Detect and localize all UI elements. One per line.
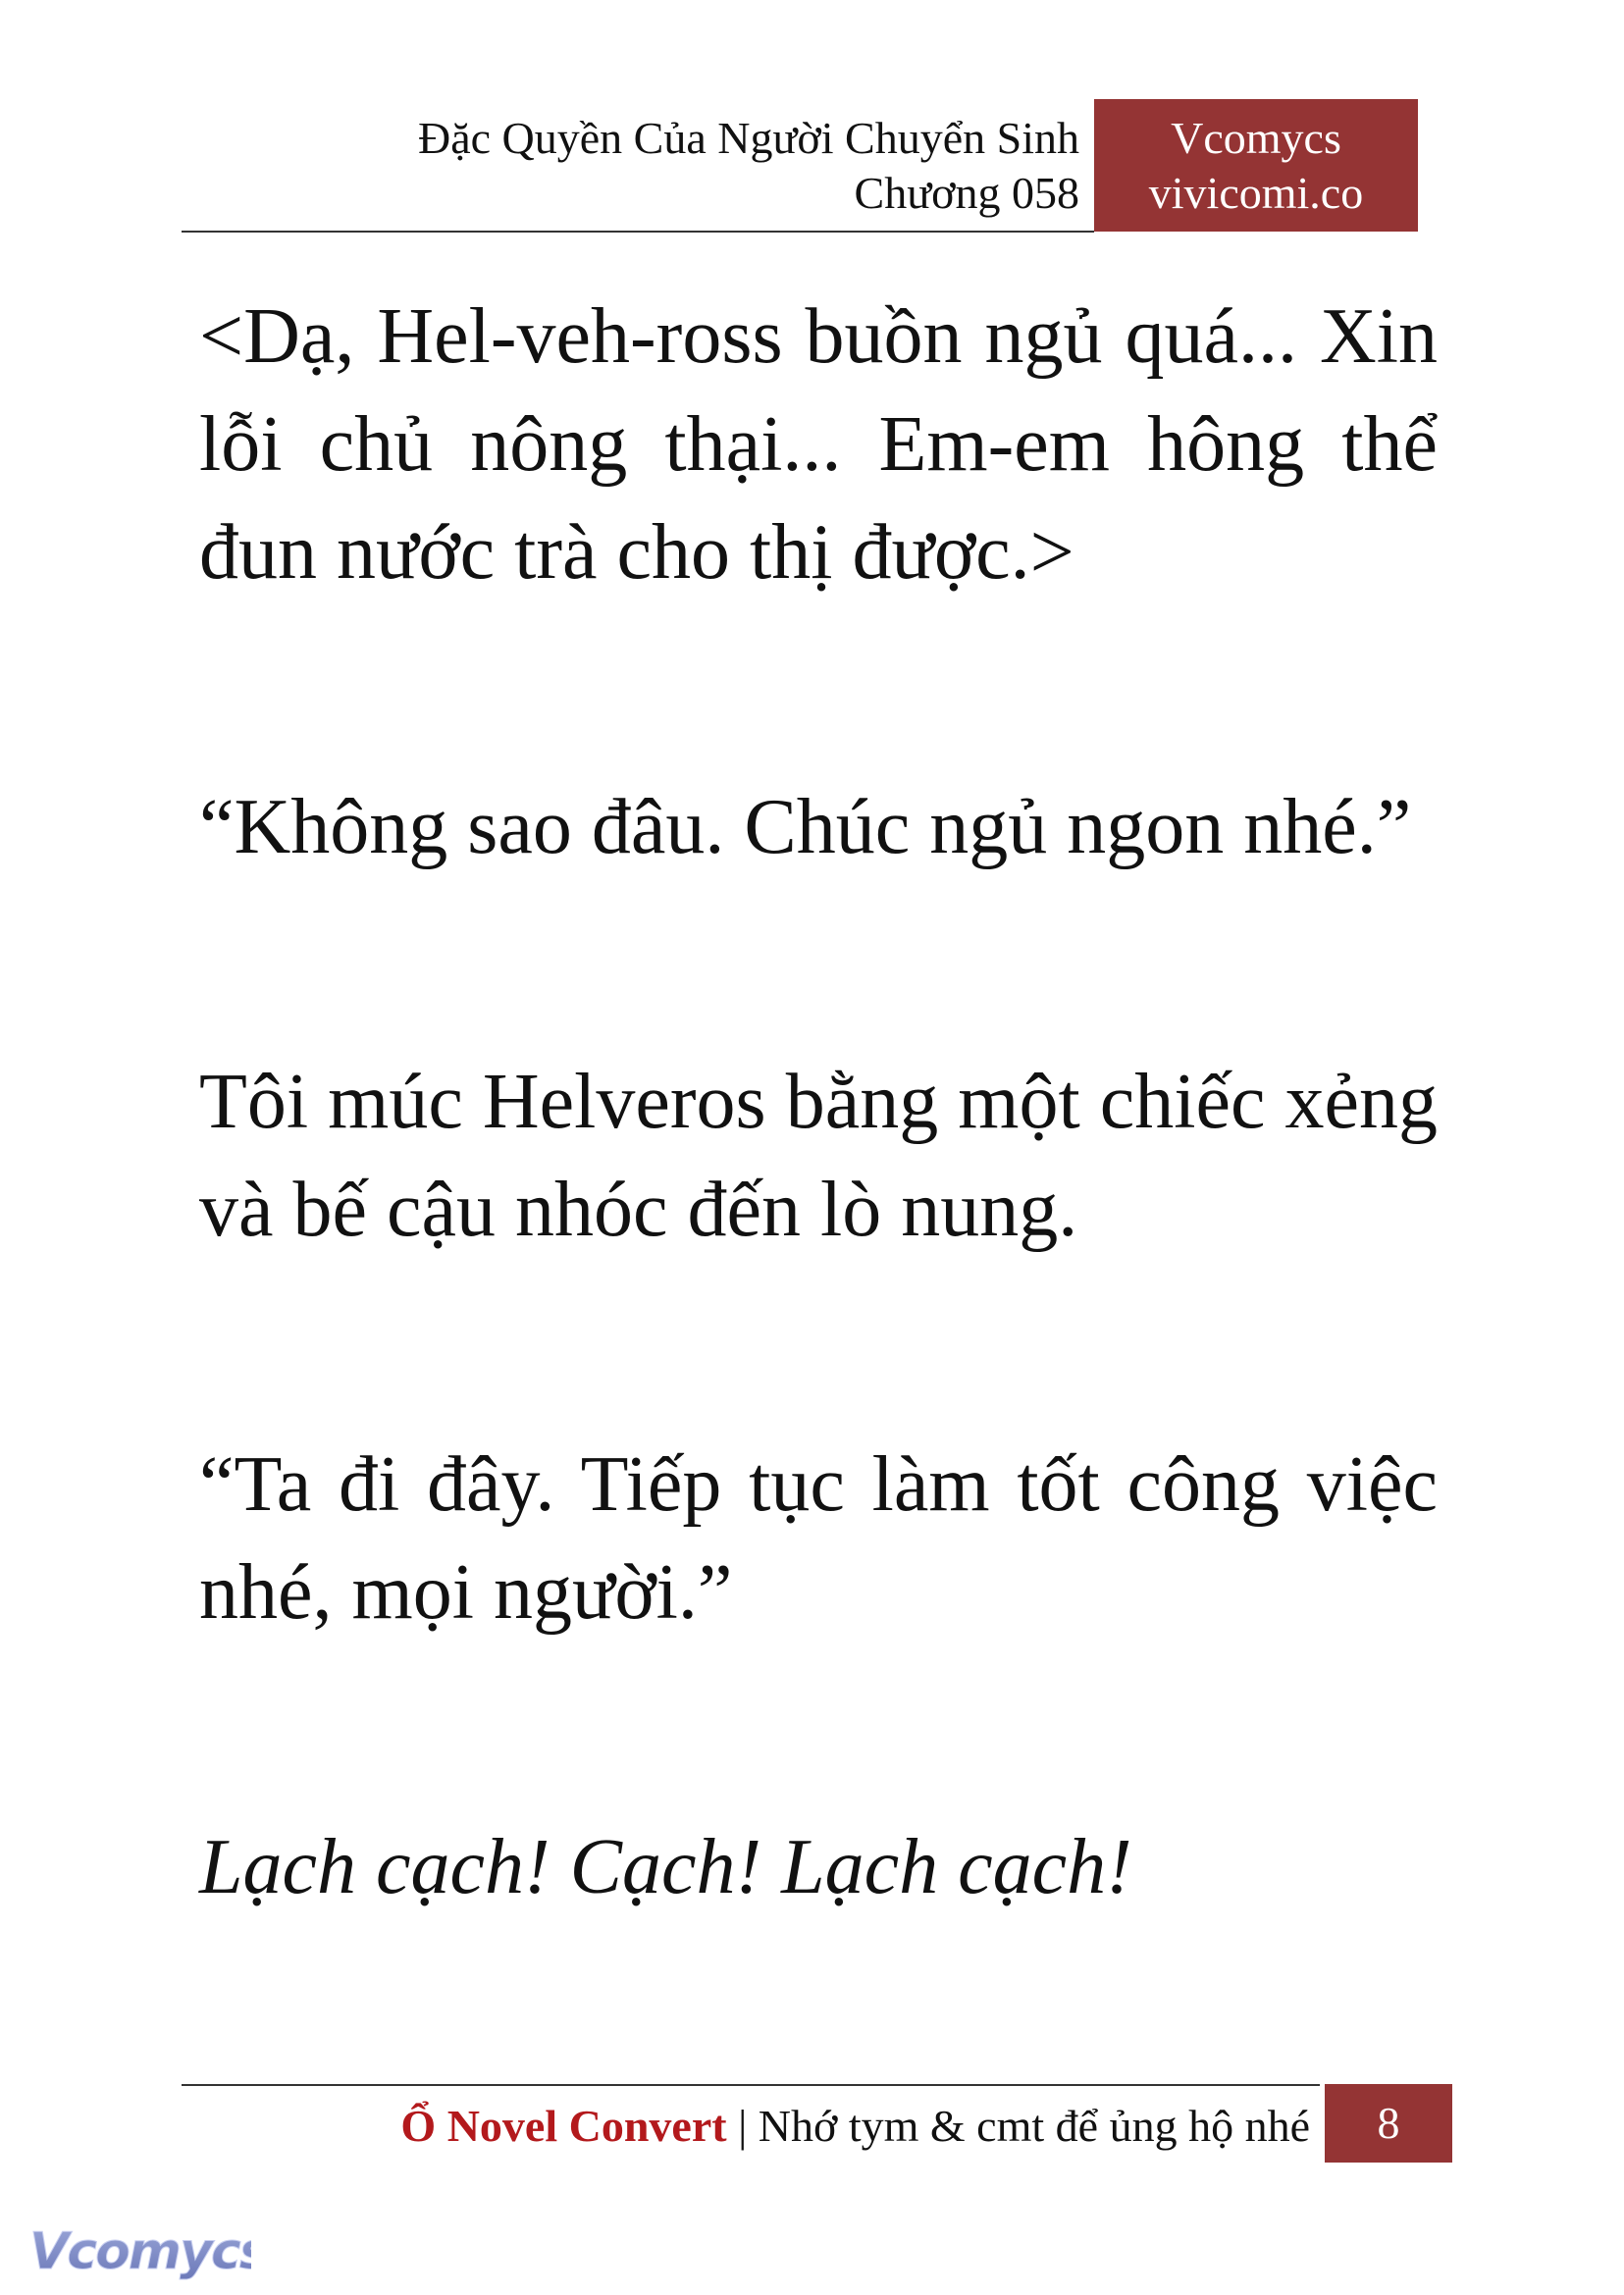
- page-number: 8: [1325, 2084, 1452, 2163]
- footer-brand: Ổ Novel Convert: [400, 2101, 727, 2151]
- header-titles: [418, 111, 1079, 221]
- chapter-label: Chương 058: [854, 168, 1079, 218]
- paragraph-3: Tôi múc Helveros bằng một chiếc xẻng và bế cậu nhóc đến lò nung.: [199, 1059, 1438, 1253]
- footer-separator: |: [738, 2101, 748, 2151]
- paragraph-5-sound-effect: Lạch cạch! Cạch! Lạch cạch!: [199, 1824, 1132, 1910]
- chapter-body: [199, 283, 1438, 2088]
- page-header: [182, 99, 1418, 232]
- footer-text: [400, 2094, 1310, 2159]
- paragraph-2: “Không sao đâu. Chúc ngủ ngon nhé.”: [199, 784, 1412, 870]
- svg-text:Vcomycs: Vcomycs: [29, 2222, 251, 2281]
- header-divider: [182, 231, 1094, 233]
- footer-divider: [182, 2084, 1320, 2086]
- paragraph-4: “Ta đi đây. Tiếp tục làm tốt công việc nhé, mọi người.”: [199, 1441, 1438, 1636]
- vcomycs-watermark-logo: [26, 2219, 251, 2288]
- page-footer: [182, 2084, 1452, 2163]
- footer-message: Nhớ tym & cmt để ủng hộ nhé: [758, 2101, 1310, 2151]
- site-badge-url: vivicomi.co: [1148, 168, 1364, 218]
- novel-title: Đặc Quyền Của Người Chuyển Sinh: [417, 113, 1079, 163]
- site-badge-name: Vcomycs: [1171, 113, 1341, 163]
- paragraph-1: <Dạ, Hel-veh-ross buồn ngủ quá... Xin lỗi chủ nông thại... Em-em hông thể đun nước trà cho thị được.>: [199, 293, 1438, 596]
- site-badge: [1094, 99, 1418, 232]
